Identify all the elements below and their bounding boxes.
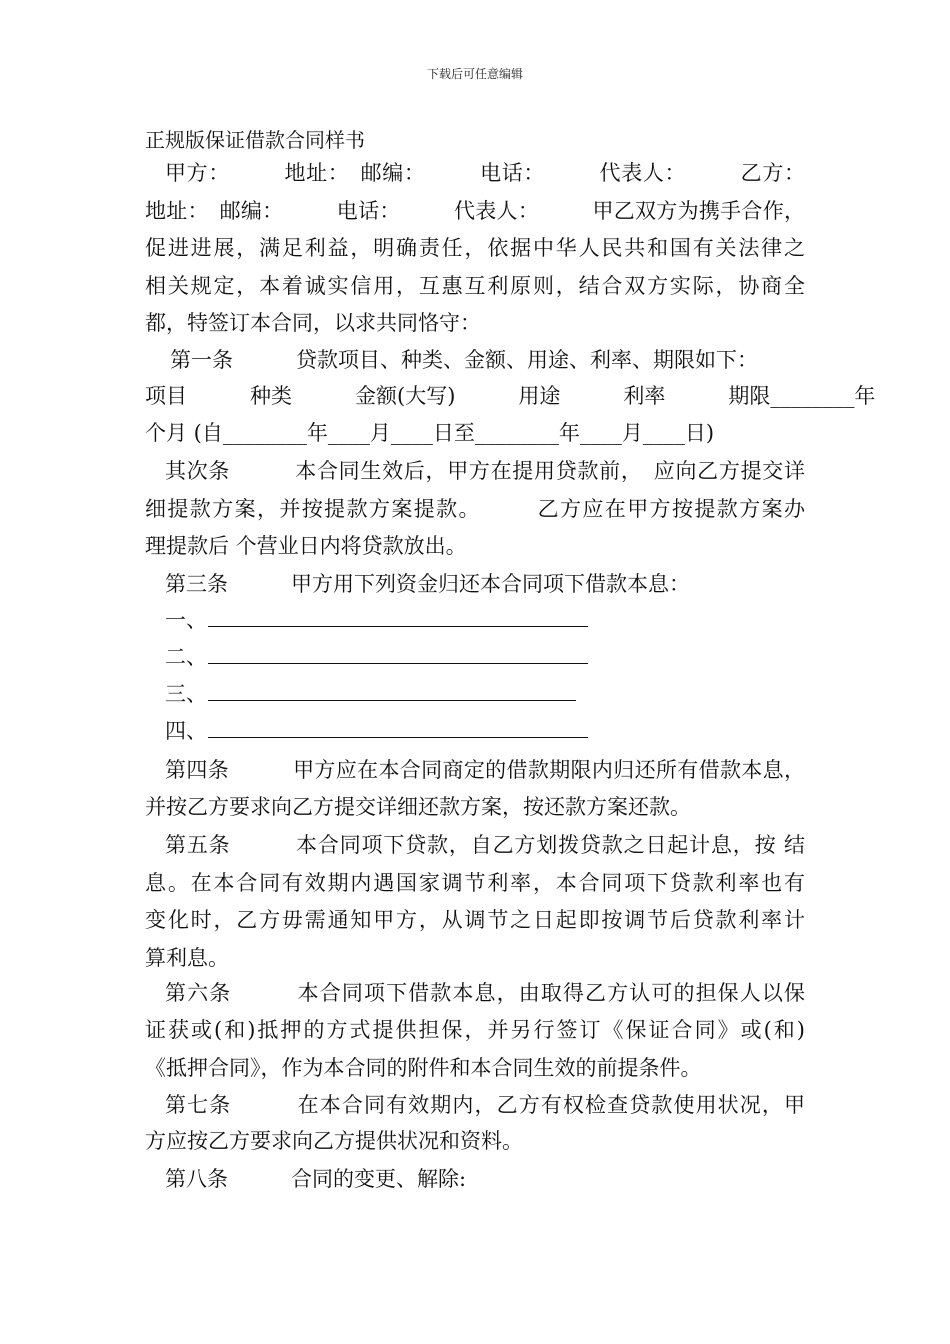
- article-1-heading: 第一条 贷款项目、种类、金额、用途、利率、期限如下：: [170, 348, 758, 372]
- article-8-heading: 第八条 合同的变更、解除:: [165, 1167, 467, 1191]
- preamble-line-4: 相关规定，本着诚实信用，互惠互利原则，结合双方实际，协商全: [145, 274, 805, 298]
- article-3-item-3: 三、: [165, 682, 207, 706]
- article-5-line-2: 息。在本合同有效期内遇国家调节利率，本合同项下贷款利率也有: [145, 871, 805, 895]
- article-7-line-2: 方应按乙方要求向乙方提供状况和资料。: [145, 1129, 523, 1153]
- preamble-line-5: 都，特签订本合同，以求共同恪守：: [145, 311, 481, 335]
- article-6-line-2: 证获或(和)抵押的方式提供担保，并另行签订《保证合同》或(和): [145, 1018, 805, 1042]
- article-1-fields: 项目 种类 金额(大写) 用途 利率 期限________年: [145, 384, 876, 408]
- preamble-line-3: 促进进展，满足利益，明确责任，依据中华人民共和国有关法律之: [145, 236, 805, 260]
- article-7-line-1: 第七条 在本合同有效期内，乙方有权检查贷款使用状况，甲: [165, 1093, 805, 1117]
- article-6-line-1: 第六条 本合同项下借款本息，由取得乙方认可的担保人以保: [165, 981, 805, 1005]
- article-3-item-4: 四、: [165, 719, 207, 743]
- blank-line-1: [208, 626, 588, 627]
- article-6-line-3: 《抵押合同》，作为本合同的附件和本合同生效的前提条件。: [145, 1056, 702, 1080]
- preamble-line-2: 地址： 邮编： 电话： 代表人： 甲乙双方为携手合作，: [145, 199, 805, 223]
- article-5-line-4: 算利息。: [145, 946, 229, 970]
- article-5-line-3: 变化时，乙方毋需通知甲方，从调节之日起即按调节后贷款利率计: [145, 908, 805, 932]
- blank-line-4: [208, 737, 588, 738]
- header-note: 下载后可任意编辑: [426, 67, 523, 81]
- article-3-heading: 第三条 甲方用下列资金归还本合同项下借款本息：: [165, 572, 690, 596]
- blank-line-2: [208, 663, 588, 664]
- article-2-line-2: 细提款方案，并按提款方案提款。 乙方应在甲方按提款方案办: [145, 497, 805, 521]
- article-4-line-1: 第四条 甲方应在本合同商定的借款期限内归还所有借款本息，: [165, 758, 805, 782]
- document-title: 正规版保证借款合同样书: [145, 128, 365, 152]
- preamble-line-1: 甲方： 地址： 邮编： 电话： 代表人： 乙方：: [165, 161, 805, 185]
- article-2-line-1: 其次条 本合同生效后，甲方在提用贷款前， 应向乙方提交详: [165, 459, 805, 483]
- article-1-period: 个月 (自________年____月____日至________年____月____日): [145, 421, 715, 445]
- article-2-line-3: 理提款后 个营业日内将贷款放出。: [145, 534, 467, 558]
- article-3-item-1: 一、: [165, 608, 207, 632]
- article-3-item-2: 二、: [165, 645, 207, 669]
- blank-line-3: [208, 700, 576, 701]
- article-4-line-2: 并按乙方要求向乙方提交详细还款方案，按还款方案还款。: [145, 795, 691, 819]
- article-5-line-1: 第五条 本合同项下贷款，自乙方划拨贷款之日起计息，按 结: [165, 833, 805, 857]
